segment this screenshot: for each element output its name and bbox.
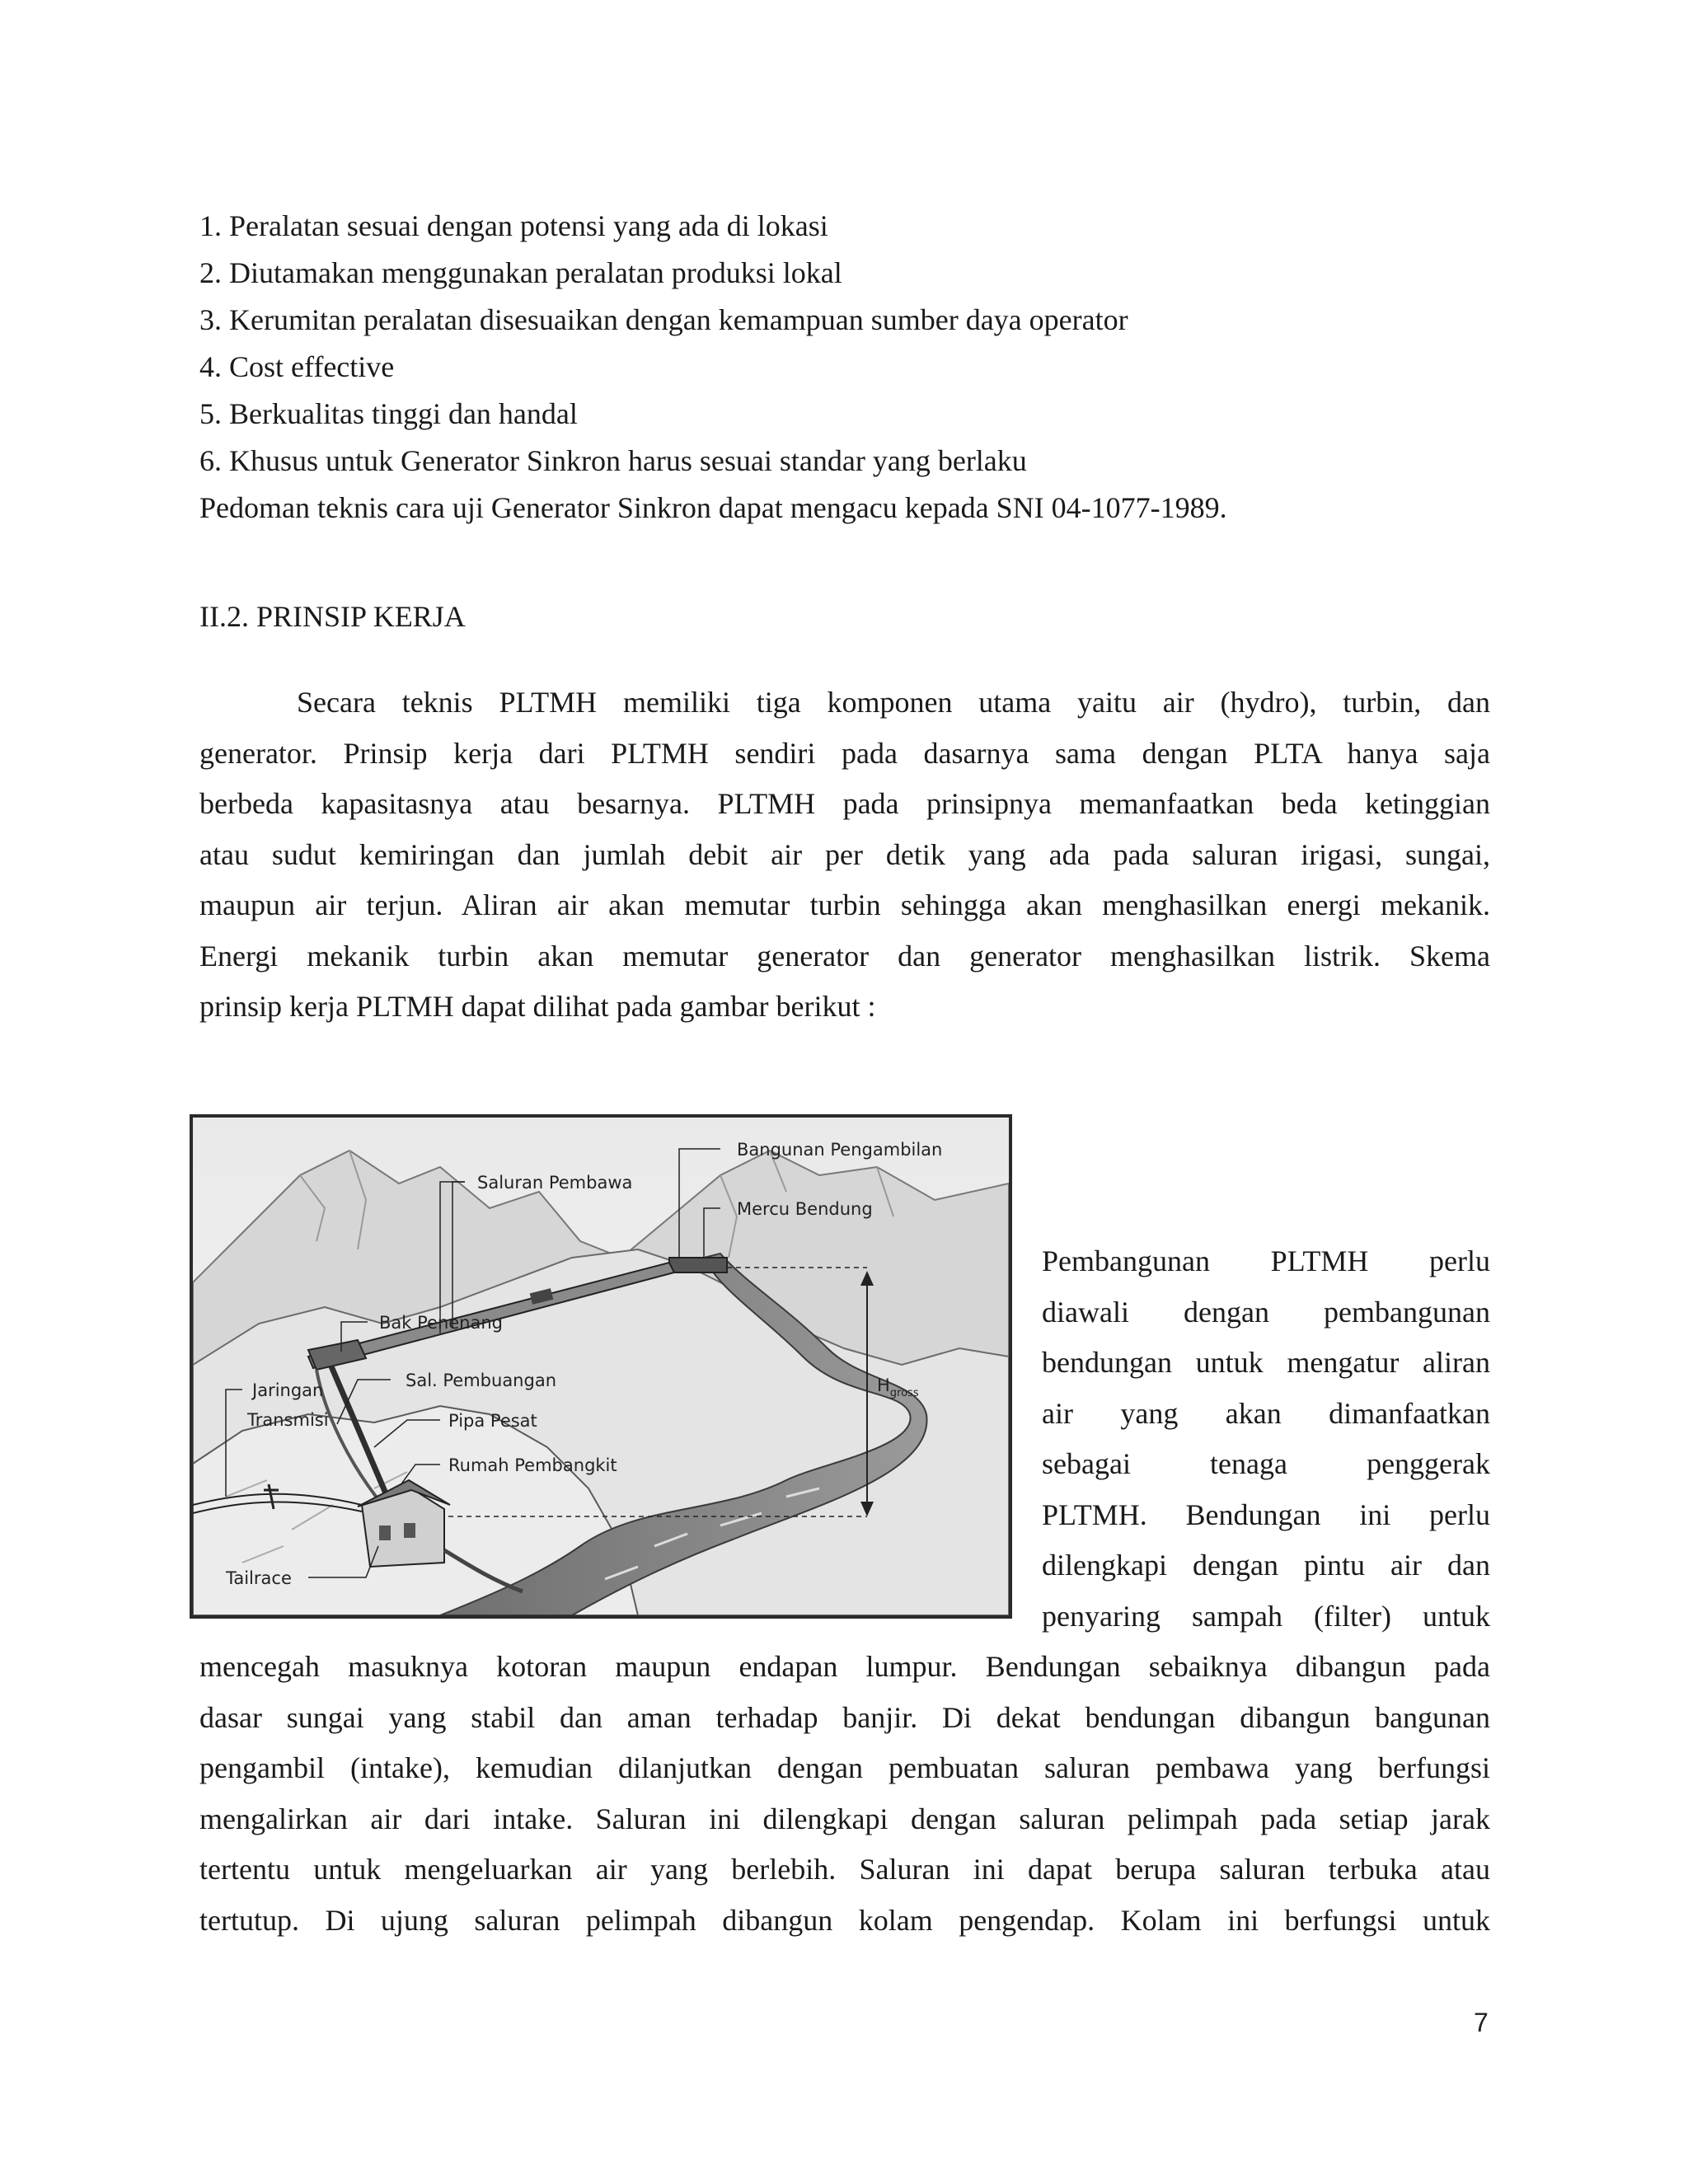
paragraph-line: pengambil (intake), kemudian dilanjutkan dengan pembuatan saluran pembawa yang berfungsi (199, 1751, 1490, 1784)
list-item: 1. Peralatan sesuai dengan potensi yang ada di lokasi (199, 209, 828, 242)
paragraph-line: Pembangunan PLTMH perlu (1042, 1244, 1490, 1277)
paragraph-line: bendungan untuk mengatur aliran (1042, 1346, 1490, 1379)
list-item: 4. Cost effective (199, 350, 395, 383)
label-bak-penenang: Bak Penenang (379, 1313, 503, 1333)
list-item: 6. Khusus untuk Generator Sinkron harus sesuai standar yang berlaku (199, 444, 1027, 477)
paragraph-line: generator. Prinsip kerja dari PLTMH sendiri pada dasarnya sama dengan PLTA hanya saja (199, 736, 1490, 770)
paragraph-line: berbeda kapasitasnya atau besarnya. PLTMH pada prinsipnya memanfaatkan beda ketinggian (199, 787, 1490, 820)
pltmh-scheme-figure (190, 1114, 1012, 1619)
paragraph-line: tertutup. Di ujung saluran pelimpah dibangun kolam pengendap. Kolam ini berfungsi untuk (199, 1903, 1490, 1937)
paragraph-line: mengalirkan air dari intake. Saluran ini dilengkapi dengan saluran pelimpah pada setiap jarak (199, 1802, 1490, 1835)
paragraph-line: penyaring sampah (filter) untuk (1042, 1599, 1490, 1633)
label-mercu-bendung: Mercu Bendung (737, 1199, 873, 1219)
label-rumah-pembangkit: Rumah Pembangkit (448, 1455, 617, 1475)
paragraph-line: dilengkapi dengan pintu air dan (1042, 1549, 1490, 1582)
powerhouse-window (404, 1523, 415, 1538)
continuation-paragraph (199, 1642, 1490, 1946)
label-pipa-pesat: Pipa Pesat (448, 1411, 537, 1431)
paragraph-line: atau sudut kemiringan dan jumlah debit air per detik yang ada pada saluran irigasi, sungai, (199, 837, 1490, 871)
label-saluran-pembawa: Saluran Pembawa (477, 1173, 633, 1193)
paragraph-line: tertentu untuk mengeluarkan air yang berlebih. Saluran ini dapat berupa saluran terbuka atau (199, 1853, 1490, 1886)
paragraph-line: dasar sungai yang stabil dan aman terhadap banjir. Di dekat bendungan dibangun bangunan (199, 1700, 1490, 1734)
label-h: H (877, 1376, 890, 1395)
list-item: 2. Diutamakan menggunakan peralatan produksi lokal (199, 256, 842, 289)
requirements-list (199, 203, 1493, 532)
page-number: 7 (1474, 2008, 1489, 2037)
paragraph-prinsip-kerja (199, 677, 1490, 1033)
section-heading: II.2. PRINSIP KERJA (199, 600, 466, 633)
paragraph-line: Energi mekanik turbin akan memutar generator dan generator menghasilkan listrik. Skema (199, 939, 1490, 972)
label-gross: gross (889, 1387, 919, 1399)
weir-structure (669, 1258, 727, 1272)
paragraph-line: mencegah masuknya kotoran maupun endapan lumpur. Bendungan sebaiknya dibangun pada (199, 1650, 1490, 1683)
paragraph-line: air yang akan dimanfaatkan (1042, 1396, 1490, 1430)
paragraph-line: sebagai tenaga penggerak (1042, 1447, 1490, 1480)
pltmh-scheme-illustration (193, 1118, 1009, 1615)
paragraph-line: maupun air terjun. Aliran air akan memutar turbin sehingga akan menghasilkan energi mekanik. (199, 888, 1490, 921)
label-bangunan-pengambilan: Bangunan Pengambilan (737, 1140, 943, 1160)
label-sal-pembuangan: Sal. Pembuangan (406, 1371, 557, 1390)
paragraph-line: PLTMH. Bendungan ini perlu (1042, 1497, 1490, 1531)
paragraph-line: prinsip kerja PLTMH dapat dilihat pada gambar berikut : (199, 990, 876, 1023)
list-note: Pedoman teknis cara uji Generator Sinkron dapat mengacu kepada SNI 04-1077-1989. (199, 491, 1227, 524)
label-transmisi: Transmisi (247, 1410, 329, 1430)
label-jaringan: Jaringan (252, 1380, 324, 1400)
powerhouse-window (379, 1526, 391, 1540)
list-item: 3. Kerumitan peralatan disesuaikan dengan kemampuan sumber daya operator (199, 303, 1128, 336)
figure-side-paragraph (1042, 1236, 1490, 1642)
label-tailrace: Tailrace (226, 1568, 292, 1588)
paragraph-line: diawali dengan pembangunan (1042, 1295, 1490, 1329)
list-item: 5. Berkualitas tinggi dan handal (199, 397, 578, 430)
paragraph-line: Secara teknis PLTMH memiliki tiga komponen utama yaitu air (hydro), turbin, dan (297, 686, 1490, 719)
